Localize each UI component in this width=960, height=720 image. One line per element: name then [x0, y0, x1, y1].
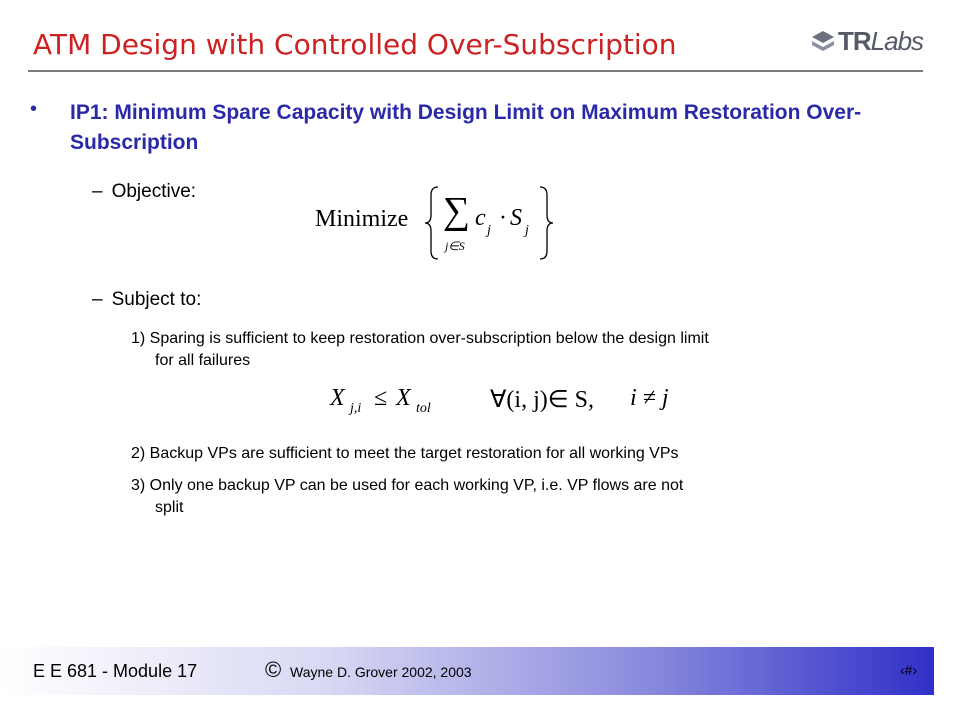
constraint-3: [131, 475, 911, 519]
var-s: S: [510, 205, 522, 231]
condition: i ≠ j: [630, 385, 669, 411]
sum-sign: ∑: [443, 190, 471, 232]
constraint-formula: [330, 383, 690, 423]
title-divider: [28, 70, 923, 72]
constraint-2: [131, 443, 911, 465]
objective-formula: [315, 183, 555, 263]
rhs-sub: tol: [416, 401, 431, 416]
objective-item: [92, 181, 196, 203]
constraint-2-line1: 2) Backup VPs are sufficient to meet the target restoration for all working VPs: [131, 445, 679, 462]
coef-c: c: [475, 205, 486, 231]
subject-to-dash: –: [92, 289, 103, 310]
constraint-1: [131, 328, 911, 372]
forall-clause: ∀(i, j)∈ S,: [490, 387, 594, 413]
lhs-x: X: [330, 385, 345, 411]
objective-label: Objective:: [111, 181, 197, 202]
objective-dash: –: [92, 181, 103, 202]
bullet-text: IP1: Minimum Spare Capacity with Design Limit on Maximum Restoration Over-Subscription: [70, 101, 862, 154]
slide-title: ATM Design with Controlled Over-Subscription: [33, 28, 677, 61]
footer-author: Wayne D. Grover 2002, 2003: [290, 664, 472, 680]
copyright-icon: ©: [265, 657, 282, 682]
left-brace-icon: [423, 185, 441, 261]
footer-bar: [0, 647, 934, 695]
bullet-marker: •: [30, 98, 38, 120]
trlabs-logo-icon: [810, 29, 836, 55]
coef-c-sub: j: [487, 223, 491, 238]
dot-operator: ·: [499, 205, 507, 231]
lhs-sub: j,i: [350, 401, 362, 416]
rhs-x: X: [396, 385, 411, 411]
leq-sign: ≤: [374, 385, 388, 411]
subject-to-label: Subject to:: [111, 289, 202, 310]
trlabs-logo: [810, 26, 922, 60]
logo-text-labs: Labs: [870, 26, 924, 56]
footer-course: E E 681 - Module 17: [33, 661, 198, 681]
minimize-word: Minimize: [315, 206, 409, 232]
page-number: ‹#›: [900, 662, 918, 678]
var-s-sub: j: [525, 223, 529, 238]
constraint-3-line1: 3) Only one backup VP can be used for each working VP, i.e. VP flows are not: [131, 477, 684, 494]
subject-to-item: [92, 289, 201, 311]
constraint-3-line2: split: [155, 499, 184, 516]
logo-text: [838, 26, 923, 57]
constraint-1-line2: for all failures: [155, 352, 251, 369]
logo-text-tr: TR: [838, 26, 871, 56]
constraint-1-line1: 1) Sparing is sufficient to keep restoration over-subscription below the design limit: [131, 330, 709, 347]
right-brace-icon: [537, 185, 555, 261]
sum-subscript: j∈S: [445, 239, 465, 253]
